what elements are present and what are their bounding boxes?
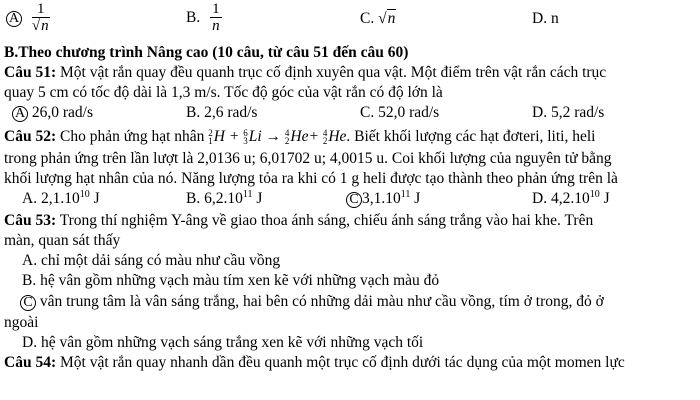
option-c-top: C. √n [360, 10, 396, 27]
q53-option-d: D. hệ vân gồm những vạch sáng trắng xen kẽ với những vạch tối [22, 334, 424, 351]
question-52-line3: khối lượng hạt nhân của nó. Năng lượng tỏa ra khi có 1 g heli được tạo thành theo phản ứng trên là [4, 170, 618, 187]
question-52-line1: Câu 52: Cho phản ứng hạt nhân 2 1H + 6 3Li → 4 2He+ 4 2He. Biết khối lượng các hạt đơteri, liti, heli [4, 128, 596, 147]
question-53-line2: màn, quan sát thấy [4, 232, 121, 249]
q52-option-c: C 3,1.10$^{11}$ J [346, 190, 420, 208]
question-54-line1: Câu 54: Một vật rắn quay nhanh dần đều quanh một trục cố định dưới tác dụng của một momen lực [4, 354, 625, 371]
question-51-line1: Câu 51: Một vật rắn quay đều quanh trục cố định xuyên qua vật. Một điểm trên vật rắn cách trục [4, 64, 607, 81]
q52-option-d: D. 4,2.10$^{10}$ J [532, 188, 610, 207]
q52-option-b: B. 6,2.10$^{11}$ J [186, 188, 263, 207]
q53-option-b: B. hệ vân gồm những vạch màu tím xen kẽ với những vạch màu đỏ [22, 272, 440, 289]
option-a-top [6, 2, 50, 35]
q51-option-a: A 26,0 rad/s [12, 104, 93, 122]
section-title: B.Theo chương trình Nâng cao (10 câu, từ câu 51 đến câu 60) [4, 44, 409, 61]
q51-option-d: D. 5,2 rad/s [532, 104, 605, 121]
fraction-b: $\frac{1}{n}$ [212, 1, 220, 34]
nuclear-equation: 2 1H + 6 3Li → 4 2He+ 4 2He [208, 128, 347, 147]
q53-option-c: C vân trung tâm là vân sáng trắng, hai bên có những dải màu như cầu vồng, tím ở trong, đỏ ở [20, 293, 604, 311]
q53-option-c-cont: ngoài [4, 314, 39, 331]
question-53-line1: Câu 53: Trong thí nghiệm Y-âng về giao thoa ánh sáng, chiếu ánh sáng trắng vào hai khe. Trên [4, 212, 594, 229]
fraction-a: $\frac{1}{√n}$ [31, 1, 49, 34]
q53-option-a: A. chỉ một dải sáng có màu như cầu vồng [22, 252, 281, 269]
selected-answer-circle: C [20, 295, 36, 311]
option-b-top: B. $\frac{1}{n}$ [186, 1, 220, 34]
selected-answer-circle: A [12, 106, 28, 122]
option-d-top: D. n [532, 10, 559, 27]
question-51-line2: quay 5 cm có tốc độ dài là 1,3 m/s. Tốc độ góc của vật rắn có độ lớn là [4, 84, 443, 101]
q52-option-a: A. 2,1.10$^{10}$ J [22, 188, 100, 207]
q51-option-b: B. 2,6 rad/s [186, 104, 258, 121]
selected-answer-circle: C [346, 192, 362, 208]
question-52-line2: trong phản ứng trên lần lượt là 2,0136 u; 6,01702 u; 4,0015 u. Coi khối lượng của nguyên tử bằng [4, 150, 612, 167]
selected-answer-circle: A [6, 11, 22, 27]
q51-option-c: C. 52,0 rad/s [360, 104, 440, 121]
